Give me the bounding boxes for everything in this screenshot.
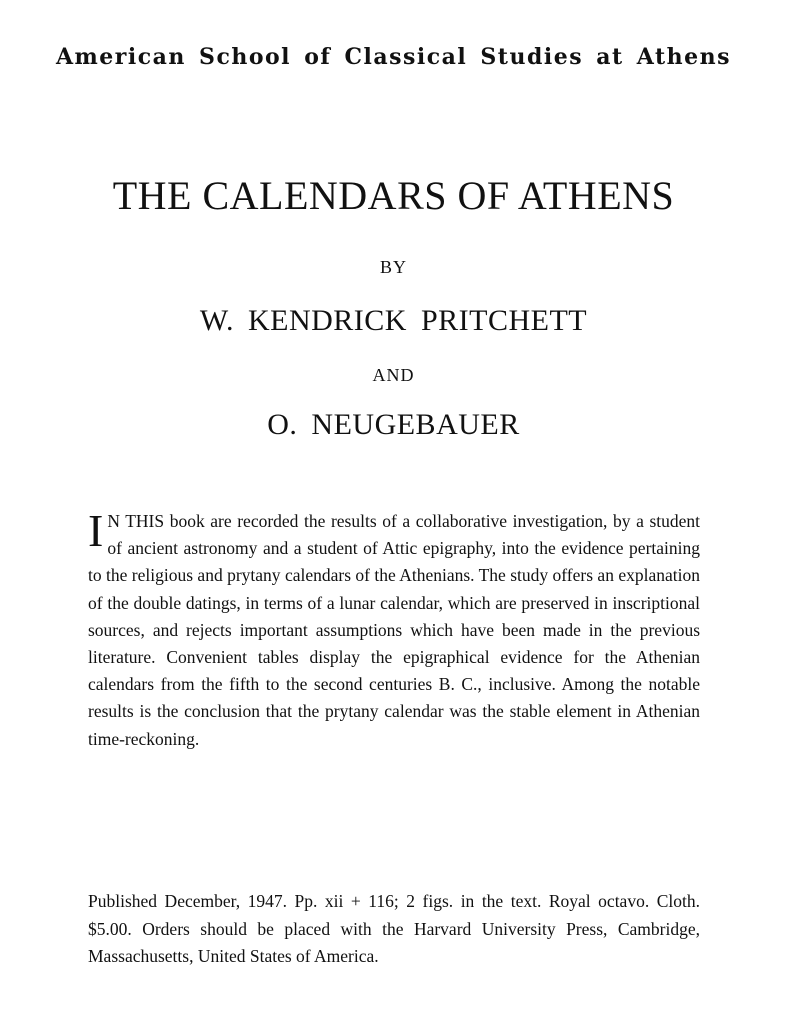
description-body: book are recorded the results of a collaborative investigation, by a student of ancient astronomy and a student of Attic epigraphy, into the evidence pertaining to the religious and prytany calendars of the Athenians. The study offers an explanation of the double datings, in terms of a lunar calendar, which are preserved in inscriptional sources, and rejects important assumptions which have been made in the previous literature. Convenient tables display the epigraphical evidence for the Athenian calendars from the fifth to the second centuries B. C., inclusive. Among the notable results is the conclusion that the prytany calendar was the stable element in Athenian time-reckoning. — [88, 511, 700, 749]
series-masthead: American School of Classical Studies at Athens — [55, 44, 732, 70]
by-line: BY — [379, 257, 407, 277]
book-description — [88, 505, 700, 753]
and-line: AND — [372, 365, 415, 385]
author-pritchett: W. KENDRICK PRITCHETT — [199, 304, 588, 337]
author-neugebauer: O. NEUGEBAUER — [267, 408, 520, 441]
book-title: THE CALENDARS OF ATHENS — [112, 173, 675, 218]
drop-cap: I — [88, 505, 104, 556]
description-lead: N THIS — [107, 511, 165, 531]
publication-info: Published December, 1947. Pp. xii + 116; 2 figs. in the text. Royal octavo. Cloth. $5.00. Orders should be placed with the Harvard University Press, Cambridge, Massachusetts, United States of America. — [88, 891, 700, 966]
